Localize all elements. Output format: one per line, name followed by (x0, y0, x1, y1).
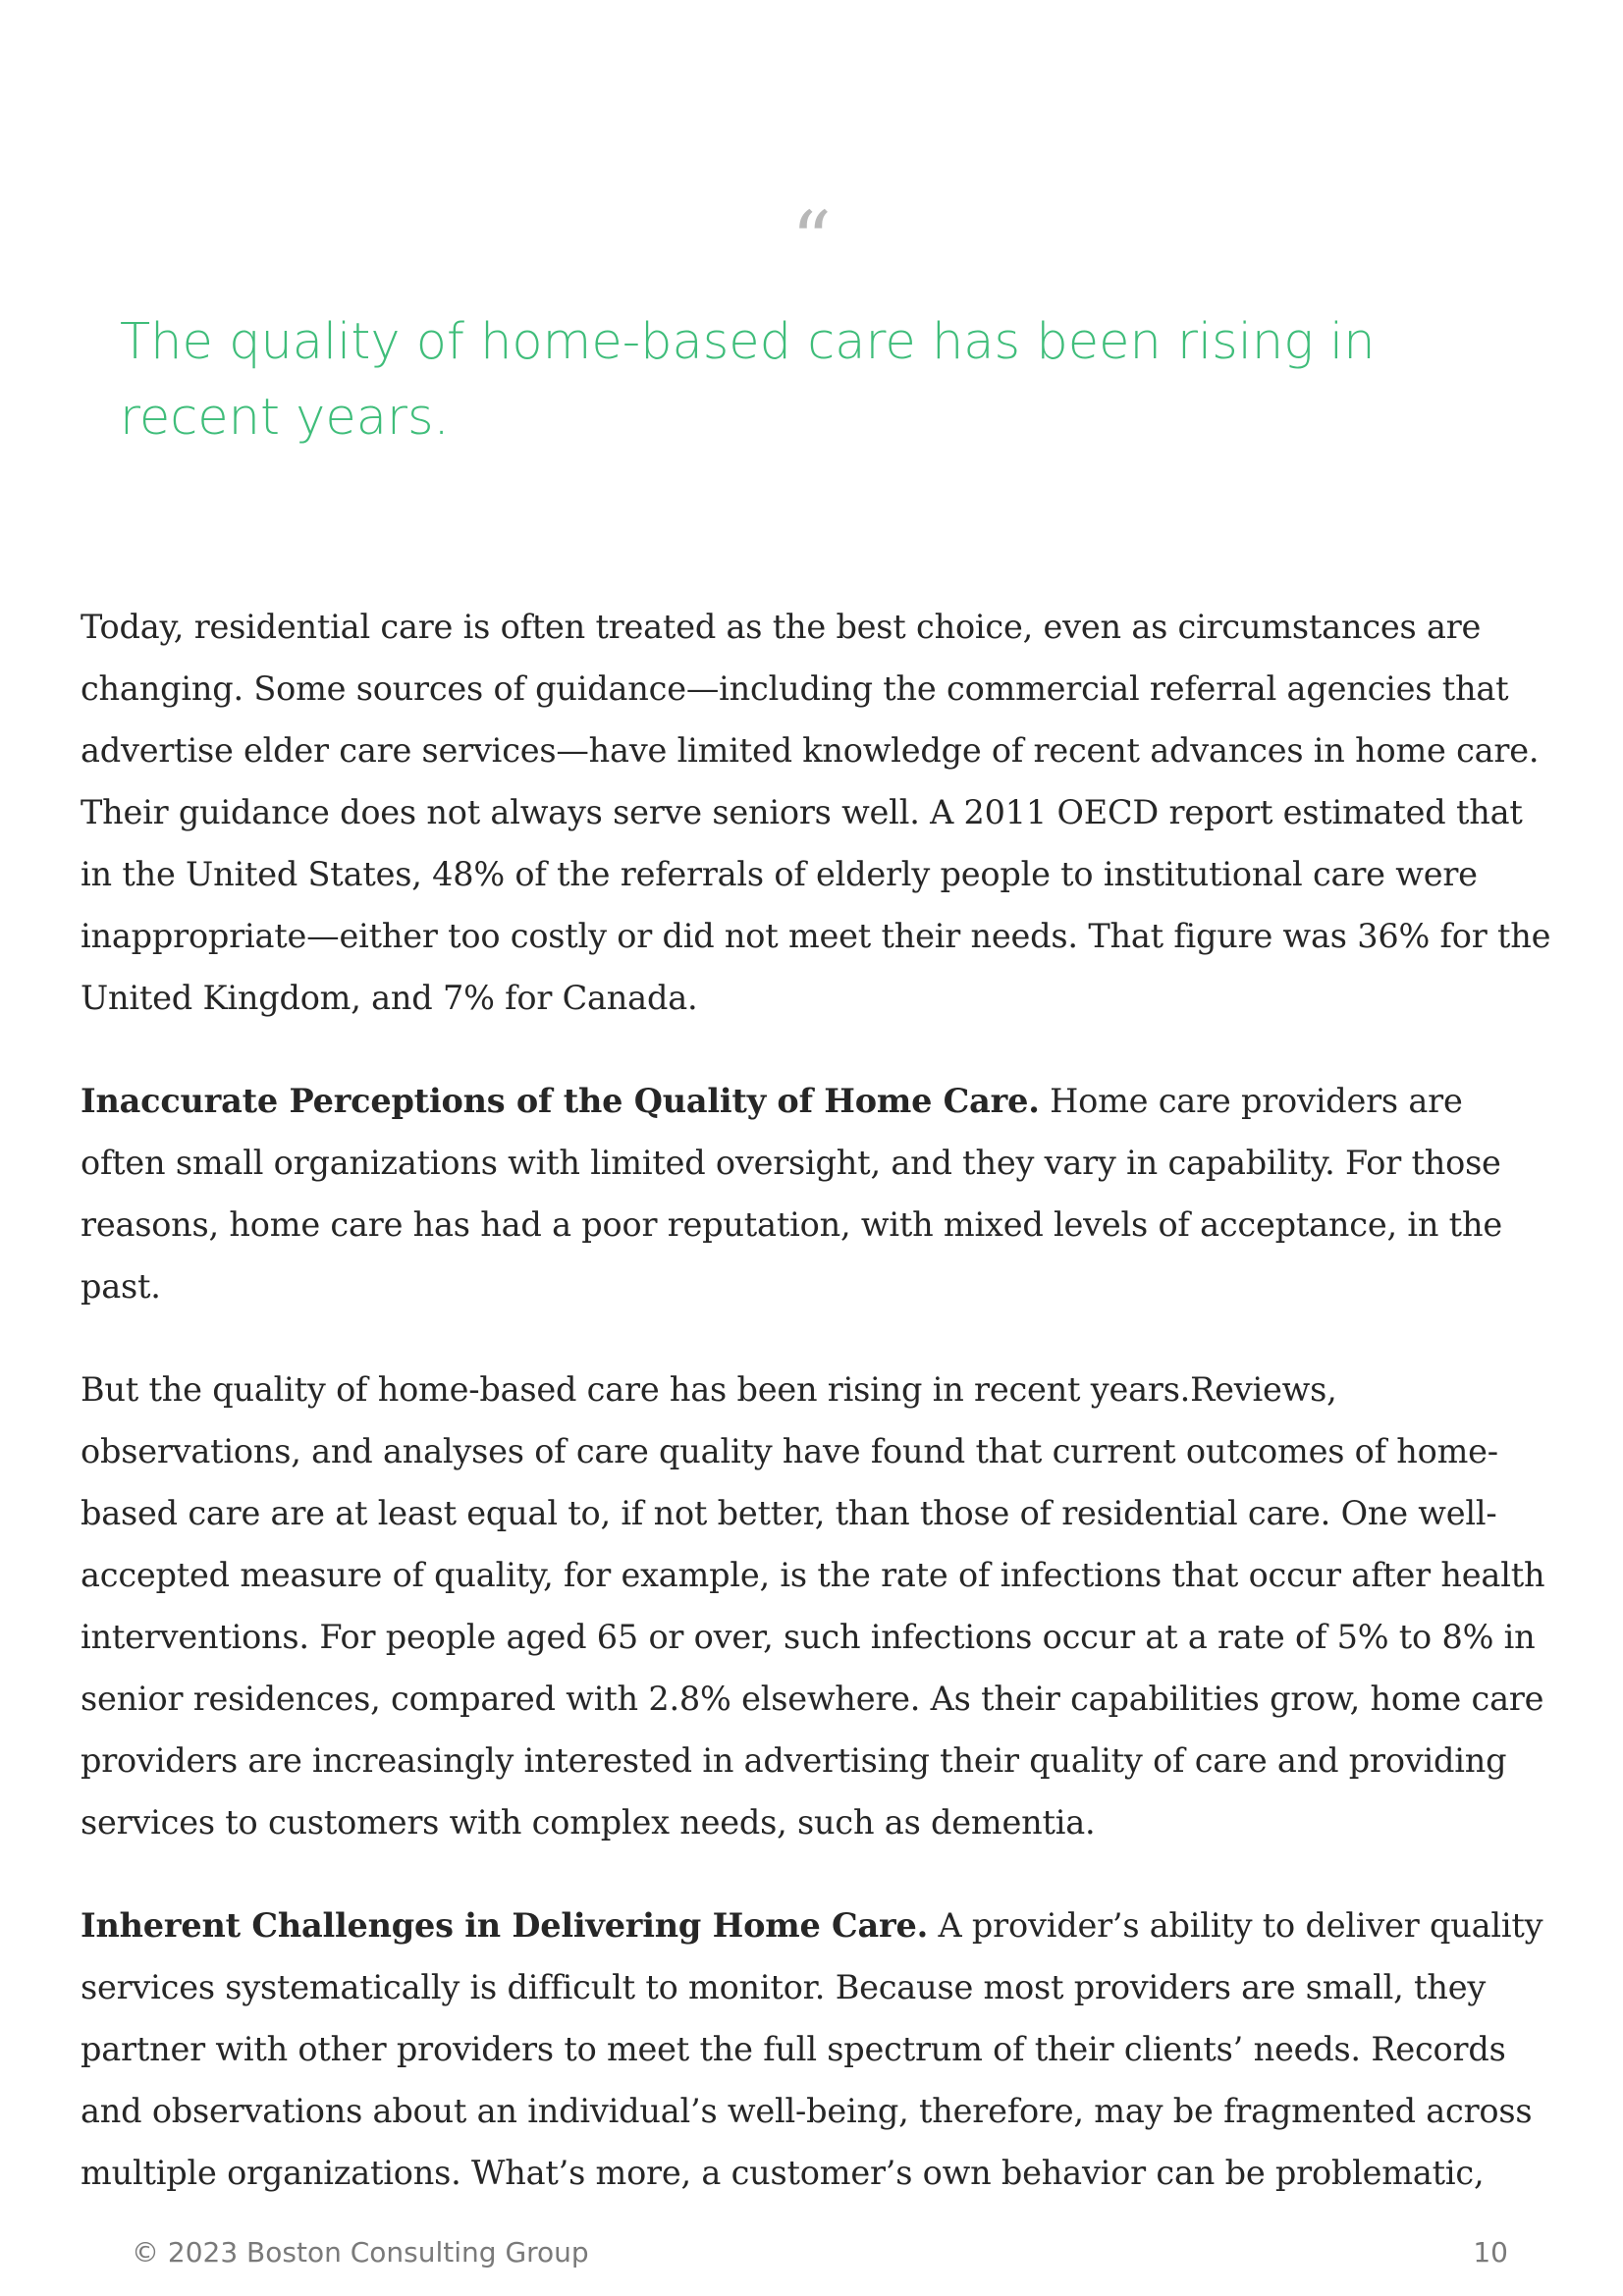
page-number: 10 (1473, 2236, 1508, 2269)
paragraph-2-heading: Inaccurate Perceptions of the Quality of Home Care. (81, 1082, 1040, 1120)
paragraph-3-text: But the quality of home-based care has been rising in recent years.Reviews, observations, and analyses of care quality have found that current outcomes of home-based care are at least equal to, if not better, than those of residential care. One well-accepted measure of quality, for example, is the rate of infections that occur after health interventions. For people aged 65 or over, such infections occur at a rate of 5% to 8% in senior residences, compared with 2.8% elsewhere. As their capabilities grow, home care providers are increasingly interested in advertising their quality of care and providing services to customers with complex needs, such as dementia. (81, 1370, 1545, 1842)
paragraph-1-text: Today, residential care is often treated as the best choice, even as circumstances are changing. Some sources of guidance—including the commercial referral agencies that advertise elder care services—have limited knowledge of recent advances in home care. Their guidance does not always serve seniors well. A 2011 OECD report estimated that in the United States, 48% of the referrals of elderly people to institutional care were inappropriate—either too costly or did not meet their needs. That figure was 36% for the United Kingdom, and 7% for Canada. (81, 608, 1551, 1017)
paragraph-3 (81, 1359, 1553, 1853)
paragraph-4-heading: Inherent Challenges in Delivering Home Care. (81, 1906, 929, 1945)
paragraph-1 (81, 596, 1553, 1029)
quote-mark-icon: “ (791, 194, 832, 286)
pull-quote: The quality of home-based care has been rising in recent years. (120, 313, 1376, 447)
footer-copyright: © 2023 Boston Consulting Group (132, 2236, 589, 2269)
paragraph-2 (81, 1070, 1553, 1317)
paragraph-4 (81, 1895, 1553, 2204)
paragraph-4-text: A provider’s ability to deliver quality services systematically is difficult to monitor. Because most providers are small, they partner with other providers to meet the full spectrum of their clients’ needs. Records and observations about an individual’s well-being, therefore, may be fragmented across multiple organizations. What’s more, a customer’s own behavior can be problematic, (81, 1906, 1543, 2192)
body-text (81, 596, 1553, 2245)
paragraph-2-text: Home care providers are often small organizations with limited oversight, and they vary in capability. For those reasons, home care has had a poor reputation, with mixed levels of acceptance, in the past. (81, 1082, 1502, 1306)
